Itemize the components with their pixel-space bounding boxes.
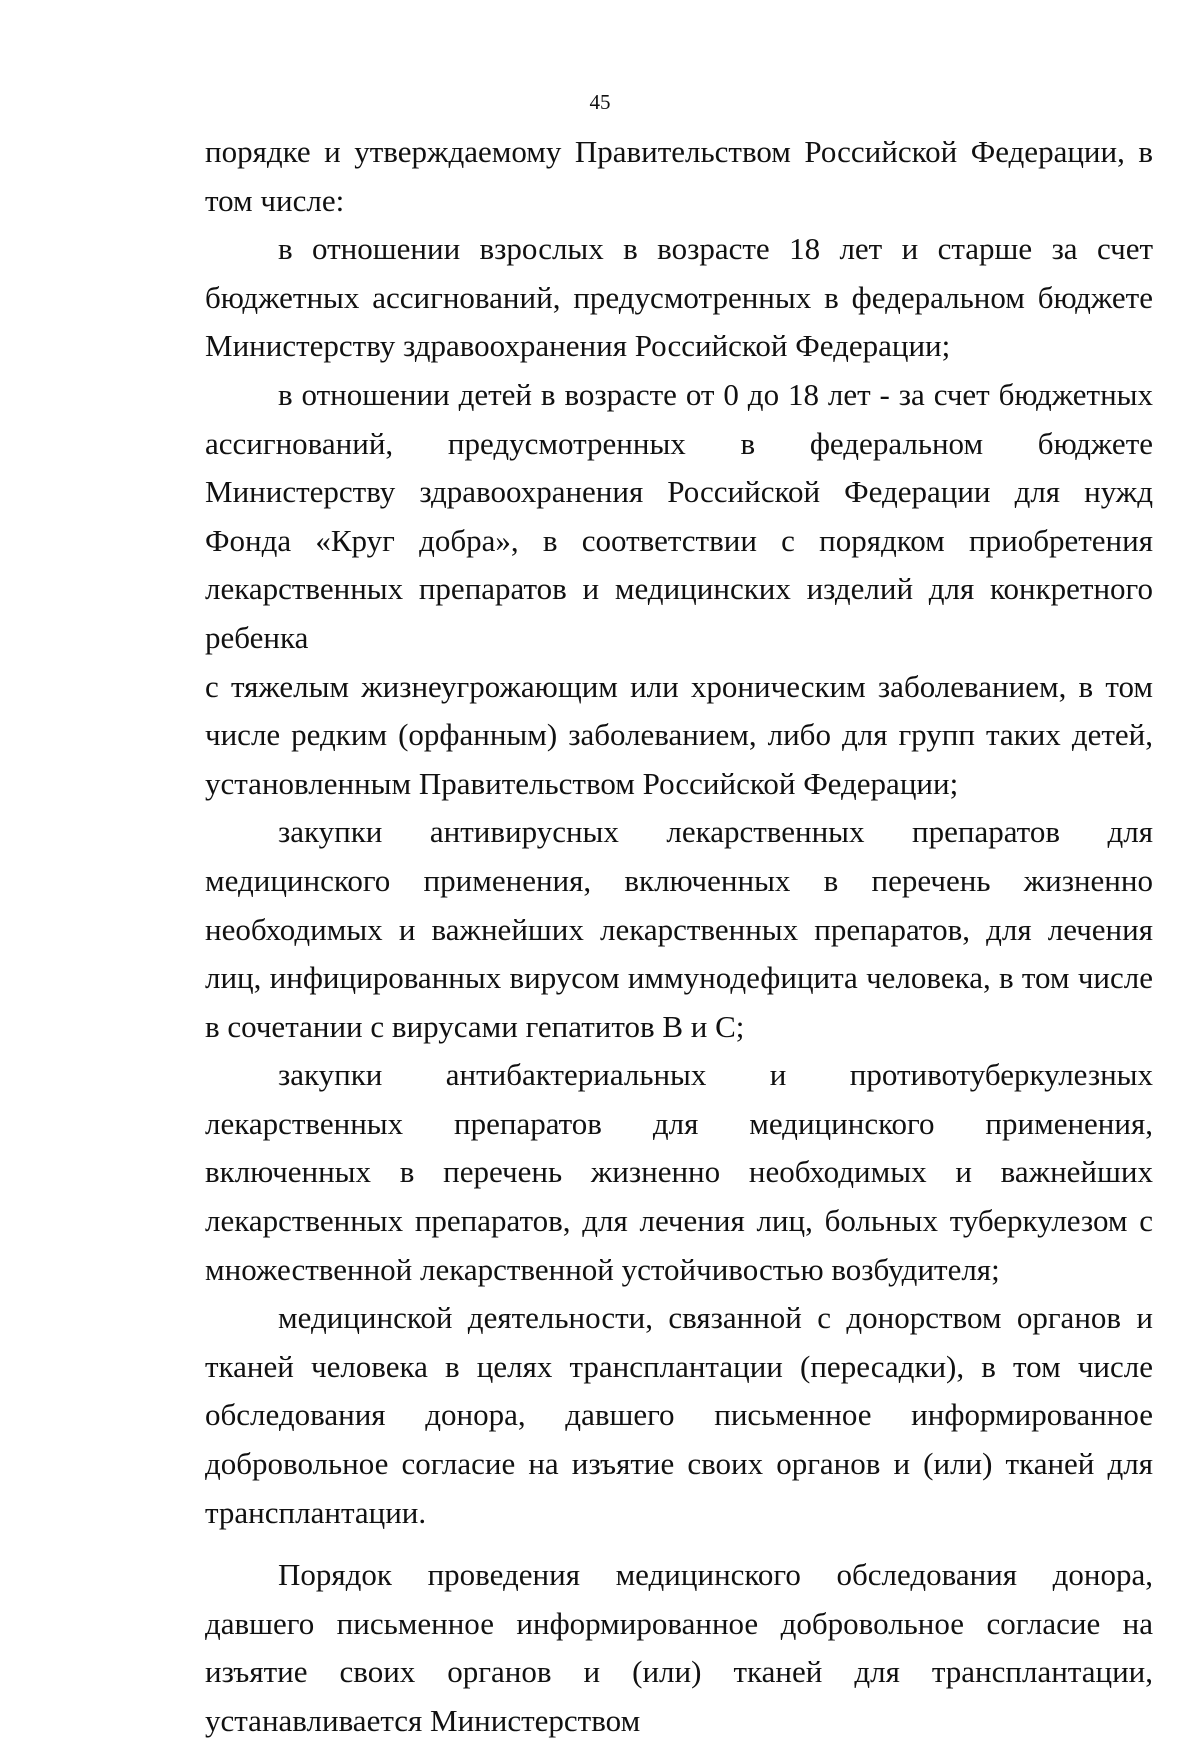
paragraph-children: в отношении детей в возрасте от 0 до 18 лет - за счет бюджетных ассигнований, предусмотренных в федеральном бюджете Министерству здравоохранения Российской Федерации для нужд Фонда «Круг добра», в соответствии с порядком приобретения лекарственных препаратов и медицинских изделий для конкретного ребенка — [205, 376, 1153, 655]
paragraph-continuation: порядке и утверждаемому Правительством Российской Федерации, в том числе: — [205, 134, 1153, 218]
paragraph-antibacterial-purchases: закупки антибактериальных и противотуберкулезных лекарственных препаратов для медицинского применения, включенных в перечень жизненно необходимых и важнейших лекарственных препаратов, для лечения лиц, больных туберкулезом с множественной лекарственной устойчивостью возбудителя; — [205, 1057, 1153, 1287]
paragraph-donor-examination-procedure: Порядок проведения медицинского обследования донора, давшего письменное информированное добровольное согласие на изъятие своих органов и (или) тканей для трансплантации, устанавливается Министерством — [205, 1557, 1153, 1738]
paragraph-antiviral-purchases: закупки антивирусных лекарственных препаратов для медицинского применения, включенных в перечень жизненно необходимых и важнейших лекарственных препаратов, для лечения лиц, инфицированных вирусом иммунодефицита человека, в том числе в сочетании с вирусами гепатитов В и С; — [205, 814, 1153, 1044]
paragraph-organ-donation: медицинской деятельности, связанной с донорством органов и тканей человека в целях трансплантации (пересадки), в том числе обследования донора, давшего письменное информированное добровольное согласие на изъятие своих органов и (или) тканей для трансплантации. — [205, 1300, 1153, 1530]
page-number: 45 — [589, 90, 611, 114]
document-body — [205, 128, 1153, 1746]
paragraph-children-continued: с тяжелым жизнеугрожающим или хроническим заболеванием, в том числе редким (орфанным) заболеванием, либо для групп таких детей, установленным Правительством Российской Федерации; — [205, 668, 1153, 801]
paragraph-adults: в отношении взрослых в возрасте 18 лет и старше за счет бюджетных ассигнований, предусмотренных в федеральном бюджете Министерству здравоохранения Российской Федерации; — [205, 231, 1153, 364]
